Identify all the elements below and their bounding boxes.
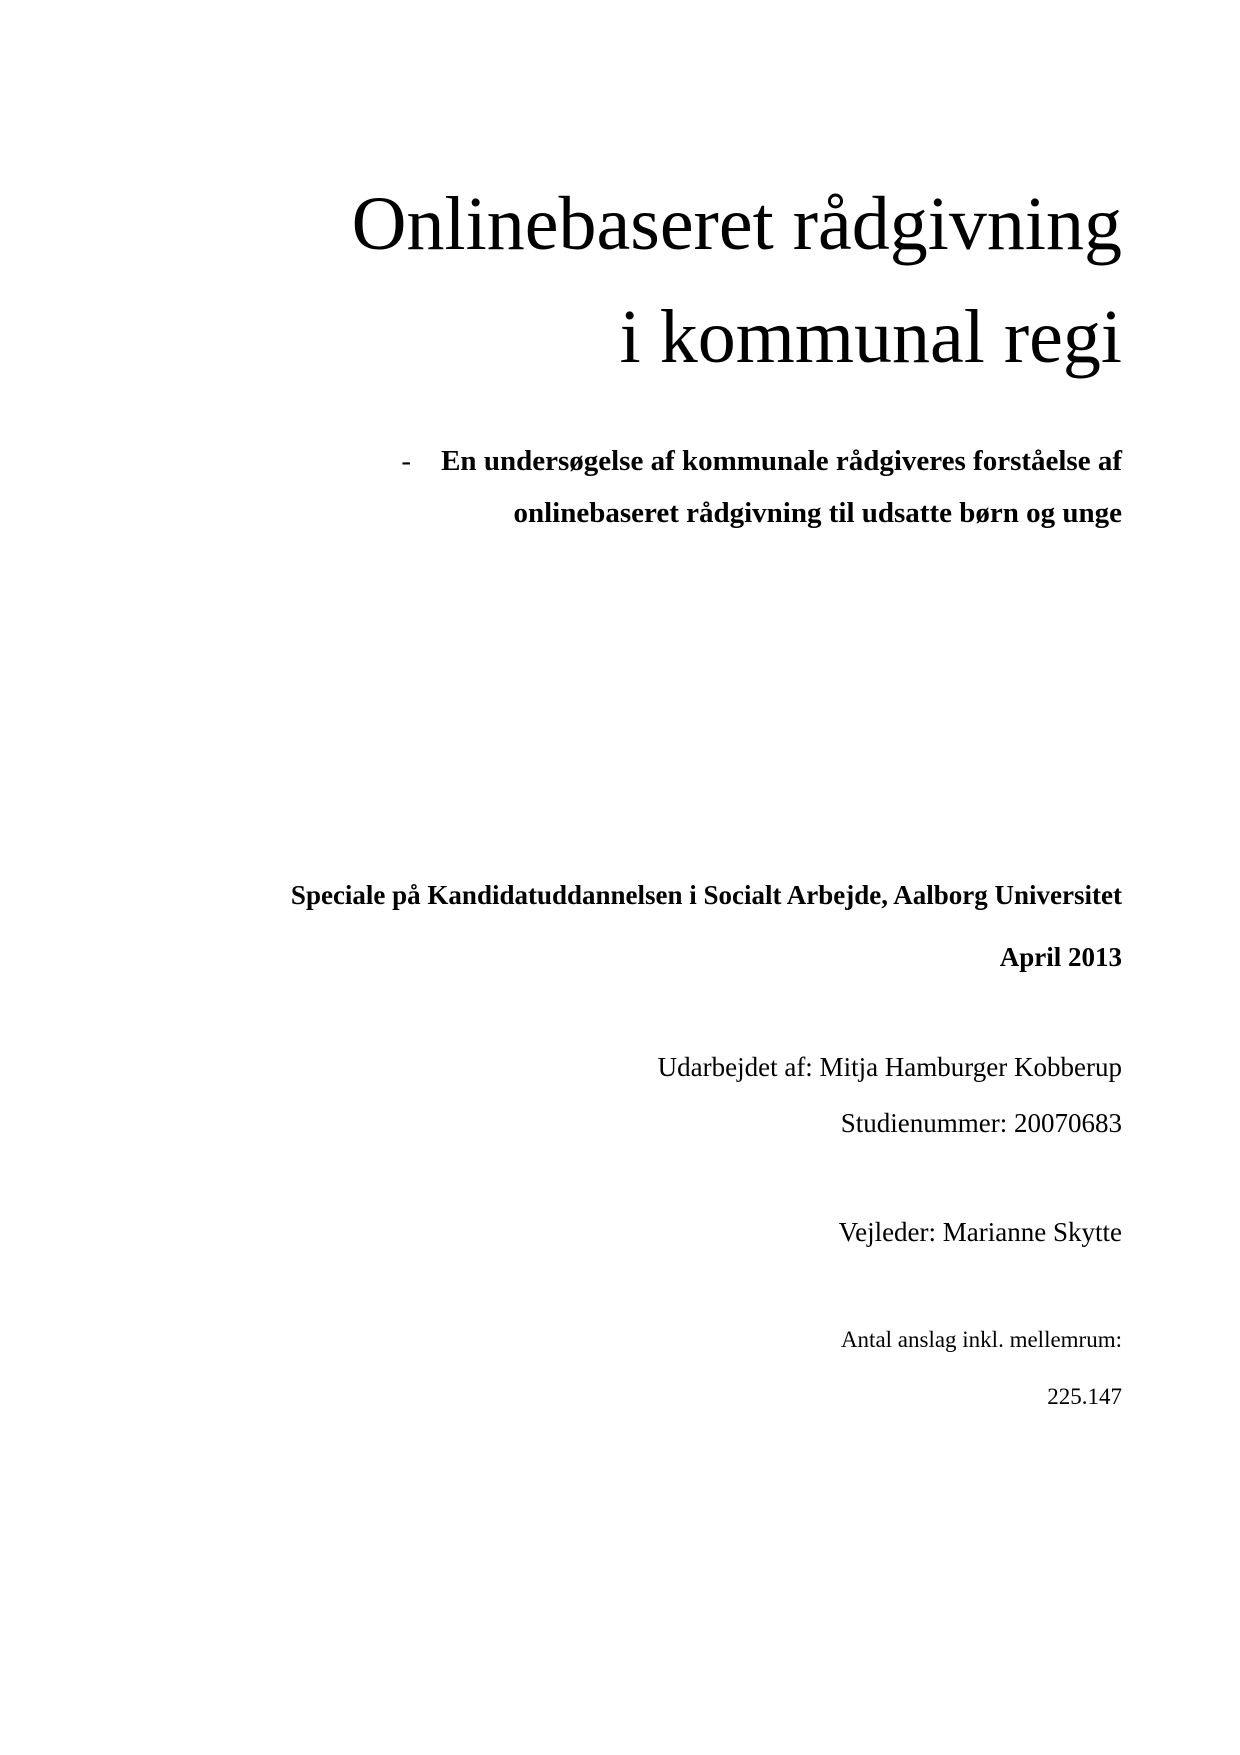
- author-line: Udarbejdet af: Mitja Hamburger Kobberup: [657, 1052, 1122, 1082]
- student-number-line: Studienummer: 20070683: [840, 1108, 1122, 1138]
- document-title-line-2: i kommunal regi: [619, 295, 1122, 379]
- subtitle-line-1-text: En undersøgelse af kommunale rådgiveres forståelse af: [441, 445, 1122, 477]
- submission-date: April 2013: [999, 942, 1122, 972]
- advisor-line: Vejleder: Marianne Skytte: [838, 1217, 1122, 1247]
- program-line: Speciale på Kandidatuddannelsen i Socialt Arbejde, Aalborg Universitet: [290, 880, 1122, 910]
- subtitle-line-2: onlinebaseret rådgivning til udsatte børn og unge: [513, 497, 1122, 529]
- character-count-value: 225.147: [1047, 1384, 1122, 1409]
- character-count-label: Antal anslag inkl. mellemrum:: [840, 1327, 1122, 1352]
- document-subtitle: [401, 435, 1122, 539]
- subtitle-line-1: [401, 435, 1122, 487]
- document-title-line-1: Onlinebaseret rådgivning: [351, 182, 1122, 266]
- subtitle-dash: -: [401, 445, 412, 477]
